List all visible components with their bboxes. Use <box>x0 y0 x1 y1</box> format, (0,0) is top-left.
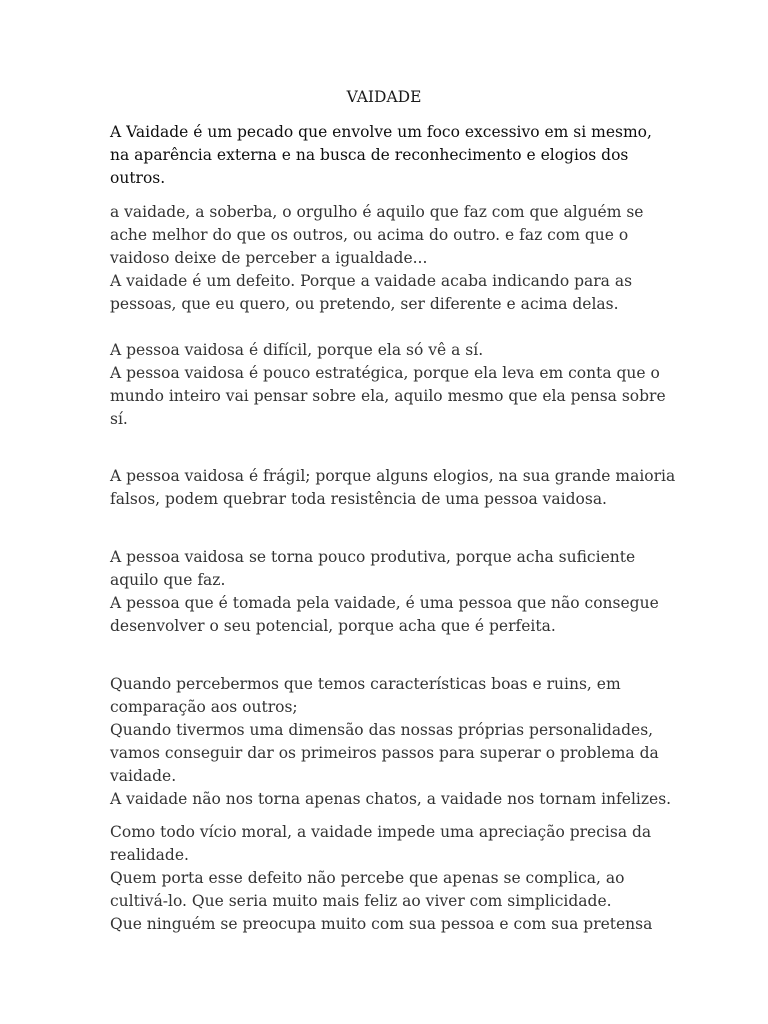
text-line: A pessoa vaidosa é pouco estratégica, porque ela leva em conta que o <box>110 364 660 382</box>
text-line: Quem porta esse defeito não percebe que apenas se complica, ao <box>110 869 625 887</box>
text-line: realidade. <box>110 846 189 864</box>
text-line: outros. <box>110 169 166 187</box>
text-line: mundo inteiro vai pensar sobre ela, aquilo mesmo que ela pensa sobre <box>110 387 666 405</box>
text-line: vamos conseguir dar os primeiros passos para superar o problema da <box>110 744 659 762</box>
text-line: falsos, podem quebrar toda resistência de uma pessoa vaidosa. <box>110 490 607 508</box>
text-line: sí. <box>110 410 128 428</box>
document-title: VAIDADE <box>346 88 422 106</box>
paragraph-2 <box>110 201 670 316</box>
paragraph-3 <box>110 339 670 431</box>
text-line: Como todo vício moral, a vaidade impede uma apreciação precisa da <box>110 823 652 841</box>
text-line: A vaidade não nos torna apenas chatos, a vaidade nos tornam infelizes. <box>110 790 672 808</box>
text-line: A pessoa vaidosa é difícil, porque ela só vê a sí. <box>110 341 484 359</box>
text-line: A pessoa vaidosa se torna pouco produtiva, porque acha suficiente <box>110 548 636 566</box>
paragraph-6 <box>110 673 670 811</box>
text-line: A pessoa que é tomada pela vaidade, é uma pessoa que não consegue <box>110 594 659 612</box>
text-line: A pessoa vaidosa é frágil; porque alguns elogios, na sua grande maioria <box>110 467 676 485</box>
paragraph-7 <box>110 821 670 936</box>
text-line: a vaidade, a soberba, o orgulho é aquilo que faz com que alguém se <box>110 203 644 221</box>
text-line: aquilo que faz. <box>110 571 226 589</box>
text-line: Quando tivermos uma dimensão das nossas próprias personalidades, <box>110 721 654 739</box>
text-line: pessoas, que eu quero, ou pretendo, ser diferente e acima delas. <box>110 295 619 313</box>
text-line: A Vaidade é um pecado que envolve um foco excessivo em si mesmo, <box>110 123 652 141</box>
text-line: na aparência externa e na busca de reconhecimento e elogios dos <box>110 146 629 164</box>
paragraph-4 <box>110 465 676 511</box>
paragraph-5 <box>110 546 670 638</box>
text-line: Quando percebermos que temos características boas e ruins, em <box>110 675 621 693</box>
text-line: comparação aos outros; <box>110 698 298 716</box>
text-line: vaidoso deixe de perceber a igualdade... <box>110 249 428 267</box>
text-line: vaidade. <box>110 767 177 785</box>
text-line: cultivá-lo. Que seria muito mais feliz ao viver com simplicidade. <box>110 892 612 910</box>
text-line: ache melhor do que os outros, ou acima do outro. e faz com que o <box>110 226 629 244</box>
text-line: desenvolver o seu potencial, porque acha que é perfeita. <box>110 617 556 635</box>
paragraph-intro <box>110 121 670 190</box>
text-line: Que ninguém se preocupa muito com sua pessoa e com sua pretensa <box>110 915 653 933</box>
text-line: A vaidade é um defeito. Porque a vaidade acaba indicando para as <box>110 272 633 290</box>
